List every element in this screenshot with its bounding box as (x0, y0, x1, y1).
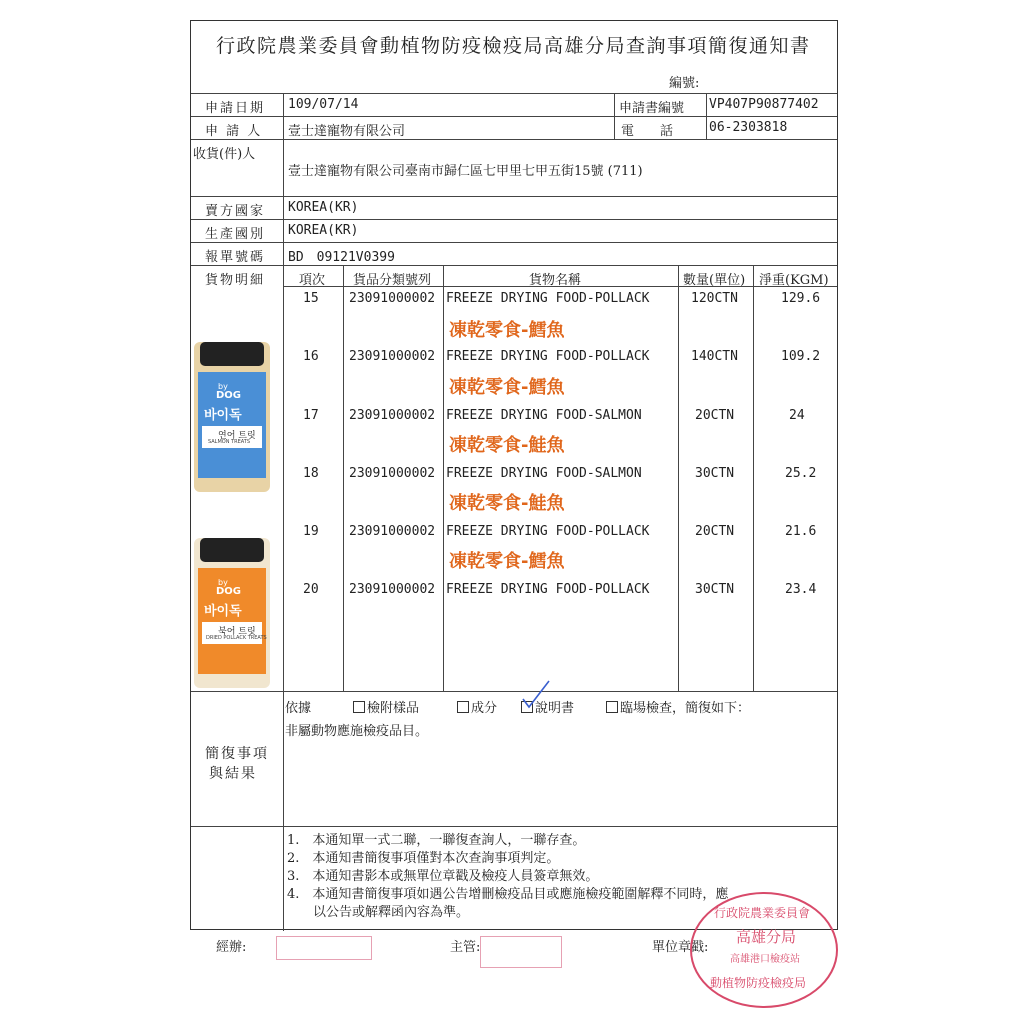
cell-divider (614, 93, 615, 139)
checkbox-inspection[interactable] (606, 697, 750, 716)
item-name: FREEZE DRYING FOOD-POLLACK (446, 582, 650, 597)
row-divider (191, 93, 837, 94)
supervisor-label: 主管: (450, 940, 481, 955)
application-date: 109/07/14 (288, 97, 359, 112)
notification-document (190, 20, 838, 930)
product-photo-pollack (194, 538, 270, 688)
item-no: 19 (303, 524, 319, 539)
checkbox-label: 說明書 (535, 701, 575, 716)
cell-divider (706, 93, 707, 139)
result-text: 非屬動物應施檢疫品目。 (285, 724, 429, 739)
checkbox-sample[interactable] (353, 697, 419, 716)
consignee: 壹士達寵物有限公司臺南市歸仁區七甲里七甲五街15號 (711) (288, 164, 643, 179)
item-qty: 140CTN (691, 349, 738, 364)
declaration-label: 報單號碼 (205, 250, 266, 265)
check-mark-icon (519, 677, 553, 711)
column-divider (753, 265, 754, 691)
jar-label (198, 568, 266, 674)
item-no: 16 (303, 349, 319, 364)
item-code: 23091000002 (349, 408, 436, 423)
application-date-label: 申請日期 (205, 101, 266, 116)
item-name: FREEZE DRYING FOOD-POLLACK (446, 349, 650, 364)
column-divider (678, 265, 679, 691)
item-note: 凍乾零食-鮭魚 (449, 435, 565, 456)
item-name: FREEZE DRYING FOOD-POLLACK (446, 524, 650, 539)
consignee-label: 收貨(件)人 (193, 147, 256, 162)
item-note: 凍乾零食-鮭魚 (449, 493, 565, 514)
checkbox-box[interactable] (353, 701, 365, 713)
brand: DOG (216, 586, 242, 597)
item-weight: 24 (789, 408, 805, 423)
phone-label: 電 話 (621, 124, 674, 139)
official-seal (690, 892, 838, 1008)
application-no-label: 申請書編號 (619, 101, 685, 116)
item-no: 20 (303, 582, 319, 597)
row-divider (191, 242, 837, 243)
item-no: 15 (303, 291, 319, 306)
column-weight: 淨重(KGM) (759, 273, 829, 288)
brand-top: by (218, 382, 228, 391)
item-qty: 20CTN (695, 408, 735, 423)
item-weight: 129.6 (781, 291, 821, 306)
item-code: 23091000002 (349, 349, 436, 364)
product-name-ko: 바이독 (204, 604, 242, 619)
item-weight: 109.2 (781, 349, 821, 364)
item-weight: 21.6 (785, 524, 817, 539)
supervisor-stamp (480, 936, 562, 968)
goods-label: 貨物明細 (205, 273, 266, 288)
jar-label (198, 372, 266, 478)
item-name: FREEZE DRYING FOOD-SALMON (446, 466, 642, 481)
item-code: 23091000002 (349, 524, 436, 539)
handler-stamp (276, 936, 372, 960)
item-qty: 30CTN (695, 582, 735, 597)
seal-label: 單位章戳: (652, 940, 709, 955)
checkbox-label: 成分 (471, 701, 498, 716)
column-item: 項次 (299, 273, 326, 288)
flavor-ko: 북어 트릿 (218, 627, 256, 637)
item-qty: 30CTN (695, 466, 735, 481)
column-divider (343, 265, 344, 691)
checkbox-box[interactable] (606, 701, 618, 713)
seal-line-1: 行政院農業委員會 (714, 906, 811, 920)
number-label: 編號: (669, 76, 700, 91)
item-code: 23091000002 (349, 582, 436, 597)
column-name: 貨物名稱 (529, 273, 582, 288)
application-no: VP407P90877402 (709, 97, 819, 112)
note-1: 1. 本通知單一式二聯，一聯復查詢人，一聯存查。 (287, 833, 586, 848)
row-divider (191, 691, 837, 692)
flavor-ko: 연어 트릿 (218, 431, 256, 441)
seller-country-label: 賣方國家 (205, 204, 266, 219)
brand-top: by (218, 578, 228, 587)
checkbox-ingredients[interactable] (457, 697, 497, 716)
column-divider (443, 265, 444, 691)
checkbox-box[interactable] (457, 701, 469, 713)
origin: KOREA(KR) (288, 223, 359, 238)
origin-label: 生產國別 (205, 227, 266, 242)
seller-country: KOREA(KR) (288, 200, 359, 215)
row-divider (191, 826, 837, 827)
item-note: 凍乾零食-鱈魚 (449, 320, 565, 341)
flavor-en: DRIED POLLACK TREATS (206, 635, 267, 641)
item-weight: 25.2 (785, 466, 817, 481)
checkbox-label: 檢附樣品 (367, 701, 420, 716)
row-divider (191, 139, 837, 140)
document-title: 行政院農業委員會動植物防疫檢疫局高雄分局查詢事項簡復通知書 (216, 35, 811, 57)
row-divider (191, 116, 837, 117)
row-divider (191, 196, 837, 197)
item-note: 凍乾零食-鱈魚 (449, 551, 565, 572)
applicant: 壹士達寵物有限公司 (288, 124, 406, 139)
checkbox-label: 臨場檢查，簡復如下： (620, 701, 751, 716)
item-code: 23091000002 (349, 291, 436, 306)
column-qty: 數量(單位) (683, 273, 746, 288)
item-no: 17 (303, 408, 319, 423)
note-5: 以公告或解釋函內容為準。 (287, 905, 470, 920)
note-3: 3. 本通知書影本或無單位章戳及檢疫人員簽章無效。 (287, 869, 599, 884)
seal-line-4: 動植物防疫檢疫局 (710, 976, 807, 990)
item-code: 23091000002 (349, 466, 436, 481)
result-label-1: 簡復事項 (205, 746, 269, 762)
product-name-ko: 바이독 (204, 408, 242, 423)
item-weight: 23.4 (785, 582, 817, 597)
seal-line-3: 高雄港口檢疫站 (730, 954, 800, 965)
result-label-2: 與結果 (209, 766, 257, 782)
product-photo-salmon (194, 342, 270, 492)
row-divider (191, 219, 837, 220)
note-4: 4. 本通知書簡復事項如遇公告增刪檢疫品目或應施檢疫範圍解釋不同時，應 (287, 887, 729, 902)
seal-line-2: 高雄分局 (736, 928, 797, 946)
flavor-en: SALMON TREATS (208, 439, 250, 445)
declaration: BD 09121V0399 (288, 250, 395, 265)
handler-label: 經辦: (216, 940, 247, 955)
jar-lid (200, 538, 264, 562)
brand: DOG (216, 390, 242, 401)
item-name: FREEZE DRYING FOOD-POLLACK (446, 291, 650, 306)
item-no: 18 (303, 466, 319, 481)
phone: 06-2303818 (709, 120, 788, 135)
row-divider (191, 265, 837, 266)
note-2: 2. 本通知書簡復事項僅對本次查詢事項判定。 (287, 851, 560, 866)
item-note: 凍乾零食-鱈魚 (449, 377, 565, 398)
column-hs-code: 貨品分類號列 (353, 273, 432, 288)
item-qty: 20CTN (695, 524, 735, 539)
label-column-divider (283, 93, 284, 931)
item-qty: 120CTN (691, 291, 738, 306)
jar-lid (200, 342, 264, 366)
basis-label: 依據 (285, 701, 312, 716)
item-name: FREEZE DRYING FOOD-SALMON (446, 408, 642, 423)
applicant-label: 申 請 人 (205, 124, 263, 139)
